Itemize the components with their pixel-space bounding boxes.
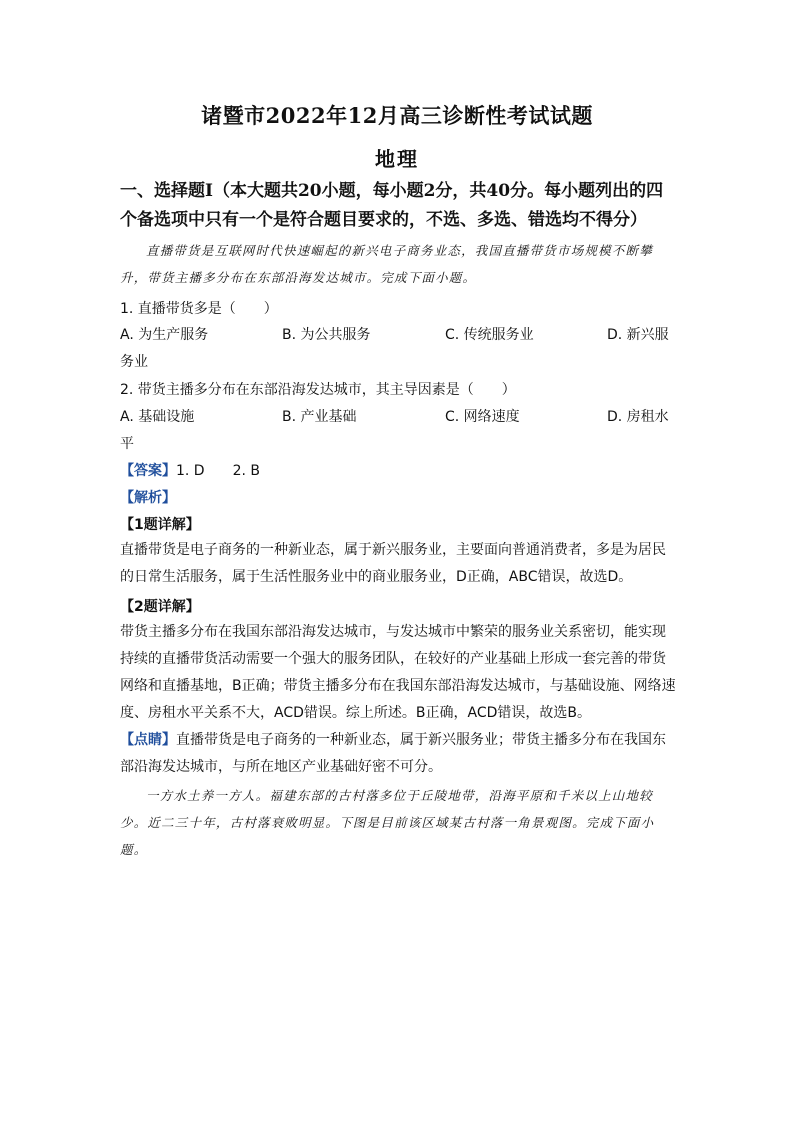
- answer-line: [120, 460, 260, 480]
- question-2-stem: 2. 带货主播多分布在东部沿海发达城市，其主导因素是（ ）: [120, 382, 516, 398]
- detail-2-label: 【2题详解】: [120, 599, 200, 615]
- question-2-option-d: D. 房租水: [607, 409, 669, 425]
- question-1-stem: 1. 直播带货多是（ ）: [120, 301, 278, 317]
- detail-1-label: 【1题详解】: [120, 517, 200, 533]
- detail-1-text: 直播带货是电子商务的一种新业态，属于新兴服务业，主要面向普通消费者，多是为居民的日常生活服务，属于生活性服务业中的商业服务业，D正确，ABC错误，故选D。: [120, 542, 666, 585]
- question-2-option-b: B. 产业基础: [282, 409, 357, 425]
- question-2-option-a: A. 基础设施: [120, 409, 195, 425]
- question-1-option-d-wrap: 务业: [120, 354, 148, 370]
- passage-livestream: 直播带货是互联网时代快速崛起的新兴电子商务业态，我国直播带货市场规模不断攀升，带货主播多分布在东部沿海发达城市。完成下面小题。: [120, 243, 653, 285]
- answer-label: 【答案】: [120, 463, 176, 479]
- question-2-option-c: C. 网络速度: [445, 409, 520, 425]
- section-heading: 一、选择题Ⅰ（本大题共20小题，每小题2分，共40分。每小题列出的四个备选项中只有一个是符合题目要求的，不选、多选、错选均不得分）: [120, 181, 664, 230]
- question-1-option-c: C. 传统服务业: [445, 327, 534, 343]
- question-2-option-d-wrap: 平: [120, 436, 134, 452]
- tip-label: 【点睛】: [120, 732, 176, 748]
- question-1-option-b: B. 为公共服务: [282, 327, 371, 343]
- question-1-option-d: D. 新兴服: [607, 327, 669, 343]
- exam-title: 诸暨市2022年12月高三诊断性考试试题: [201, 103, 593, 128]
- tip-paragraph: [120, 727, 676, 781]
- analysis-label: 【解析】: [120, 490, 176, 506]
- answer-value: 1. D 2. B: [176, 463, 260, 479]
- passage-ancient-village: 一方水土养一方人。福建东部的古村落多位于丘陵地带，沿海平原和千米以上山地较少。近二三十年，古村落衰败明显。下图是目前该区域某古村落一角景观图。完成下面小题。: [120, 788, 655, 857]
- subject-title: 地理: [375, 147, 419, 171]
- question-1-option-a: A. 为生产服务: [120, 327, 209, 343]
- tip-text: 直播带货是电子商务的一种新业态，属于新兴服务业；带货主播多分布在我国东部沿海发达城市，与所在地区产业基础好密不可分。: [120, 732, 666, 775]
- detail-2-text: 带货主播多分布在我国东部沿海发达城市，与发达城市中繁荣的服务业关系密切，能实现持续的直播带货活动需要一个强大的服务团队，在较好的产业基础上形成一套完善的带货网络和直播基地，B正确；带货主播多分布在我国东部沿海发达城市，与基础设施、网络速度、房租水平关系不大，ACD错误。综上所述。B正确，ACD错误，故选B。: [120, 624, 676, 721]
